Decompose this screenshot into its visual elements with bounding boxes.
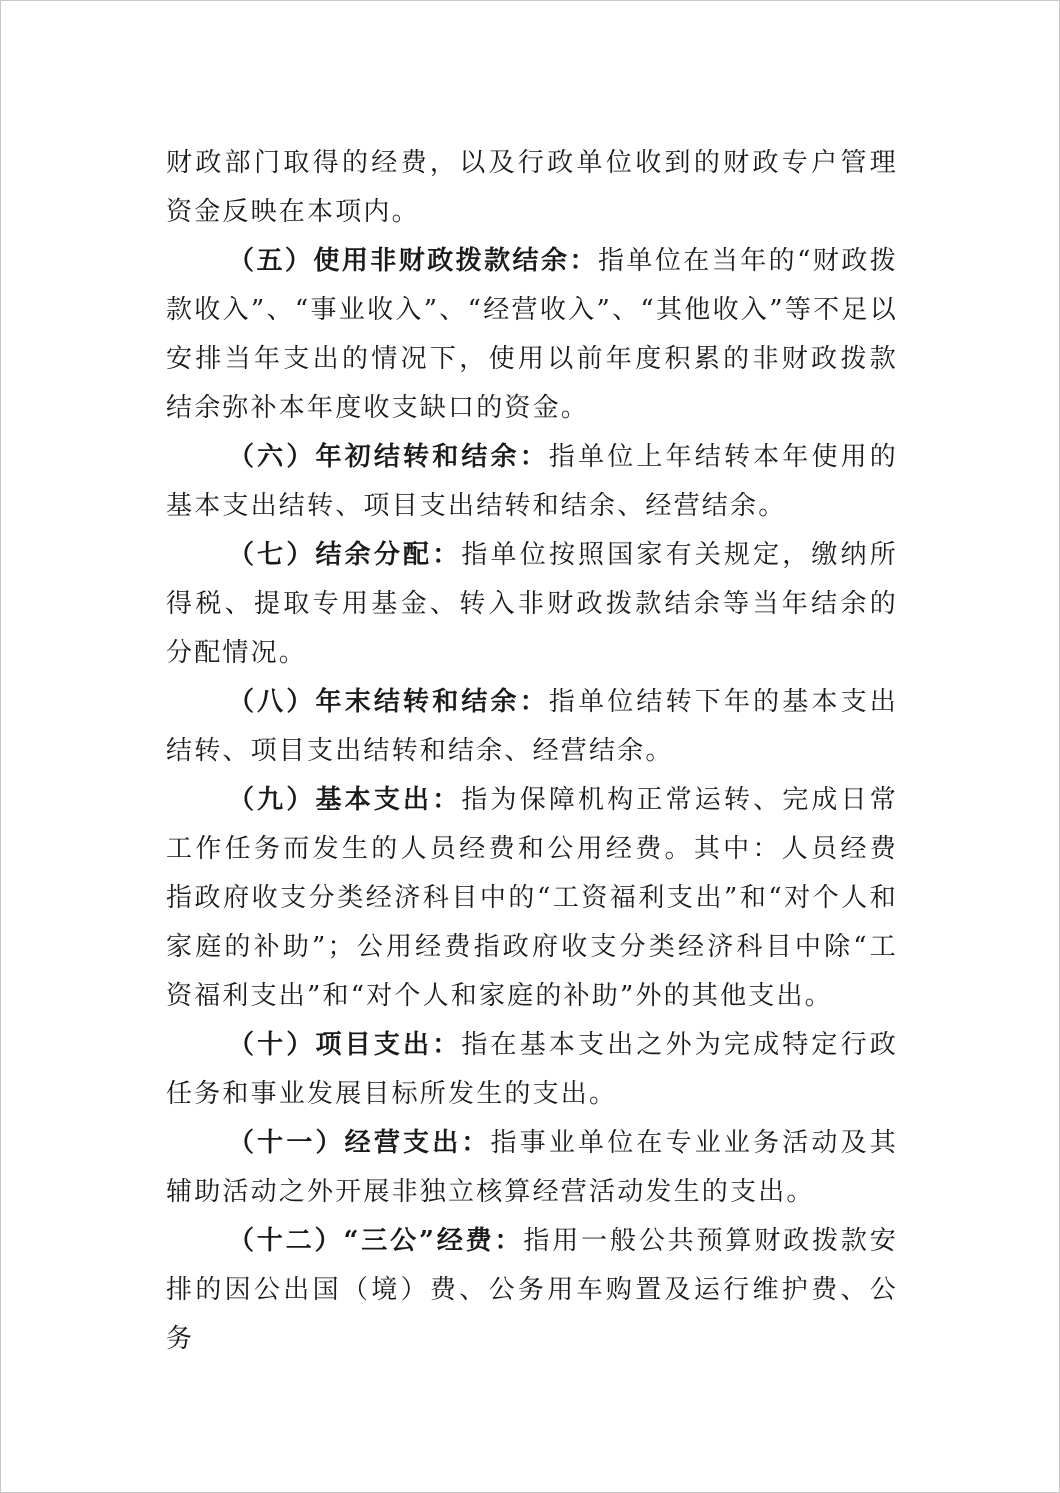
paragraph-heading: （八）年末结转和结余： xyxy=(228,687,549,717)
paragraph-heading: （七）结余分配： xyxy=(228,540,462,570)
paragraph-item-12 xyxy=(166,1217,898,1364)
paragraph-text: 指单位在当年的“财政拨款收入”、“事业收入”、“经营收入”、“其他收入”等不足以安排当年支出的情况下，使用以前年度积累的非财政拨款结余弥补本年度收支缺口的资金。 xyxy=(166,246,898,423)
document-body xyxy=(166,139,898,1364)
paragraph-item-5 xyxy=(166,237,898,433)
paragraph-heading: （五）使用非财政拨款结余： xyxy=(228,246,598,276)
paragraph-text: 指在基本支出之外为完成特定行政任务和事业发展目标所发生的支出。 xyxy=(166,1030,898,1109)
paragraph-text: 指事业单位在专业业务活动及其辅助活动之外开展非独立核算经营活动发生的支出。 xyxy=(166,1128,898,1207)
paragraph-heading: （十二）“三公”经费： xyxy=(228,1226,524,1256)
paragraph-text: 指单位上年结转本年使用的基本支出结转、项目支出结转和结余、经营结余。 xyxy=(166,442,899,521)
paragraph-item-11 xyxy=(166,1119,898,1217)
paragraph-text: 指单位按照国家有关规定，缴纳所得税、提取专用基金、转入非财政拨款结余等当年结余的分配情况。 xyxy=(166,540,898,668)
paragraph-item-8 xyxy=(166,678,898,776)
paragraph-item-9 xyxy=(166,776,898,1021)
paragraph-heading: （六）年初结转和结余： xyxy=(228,442,549,472)
paragraph-item-7 xyxy=(166,531,898,678)
paragraph-continuation xyxy=(166,139,898,237)
paragraph-item-10 xyxy=(166,1021,898,1119)
paragraph-text: 指用一般公共预算财政拨款安排的因公出国（境）费、公务用车购置及运行维护费、公务 xyxy=(166,1226,898,1354)
paragraph-text: 指单位结转下年的基本支出结转、项目支出结转和结余、经营结余。 xyxy=(166,687,899,766)
paragraph-heading: （十）项目支出： xyxy=(228,1030,462,1060)
paragraph-heading: （十一）经营支出： xyxy=(228,1128,491,1158)
paragraph-item-6 xyxy=(166,433,898,531)
paragraph-text: 指为保障机构正常运转、完成日常工作任务而发生的人员经费和公用经费。其中：人员经费指政府收支分类经济科目中的“工资福利支出”和“对个人和家庭的补助”；公用经费指政府收支分类经济科目中除“工资福利支出”和“对个人和家庭的补助”外的其他支出。 xyxy=(166,785,898,1011)
paragraph-text: 财政部门取得的经费，以及行政单位收到的财政专户管理资金反映在本项内。 xyxy=(166,148,898,227)
paragraph-heading: （九）基本支出： xyxy=(228,785,462,815)
